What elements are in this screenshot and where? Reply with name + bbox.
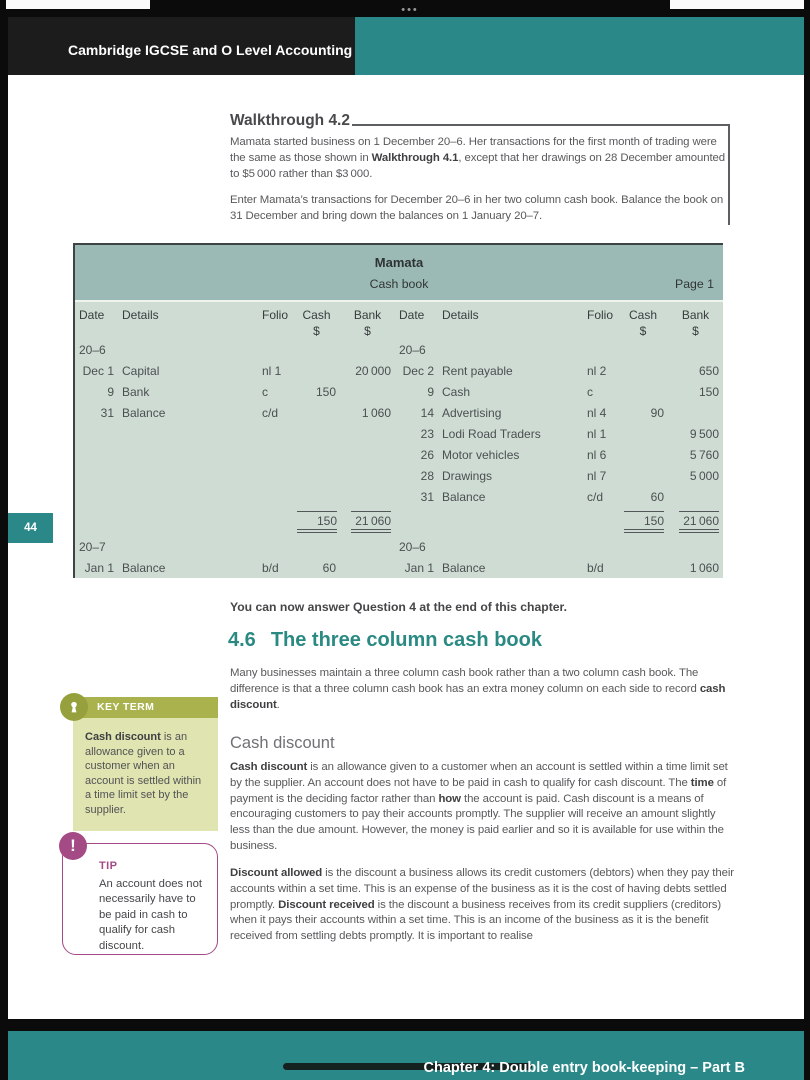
cash-book-cell xyxy=(583,537,618,557)
cash-book-cell xyxy=(118,444,258,465)
page-number-tab: 44 xyxy=(8,513,53,543)
cash-discount-paragraph-1: Cash discount is an allowance given to a customer when an account is settled within a time limit set by the supplier. An account does not have to be paid in cash to qualify for cash discount. The time of payment is the deciding factor rather than how the account is paid. Cash discount is a means of encouraging customers to pay their accounts promptly. The supplier will receive an amount slightly less than the due amount. However, the money is paid earlier and so it is available for use within the business. xyxy=(230,761,728,852)
toolbar-pill[interactable] xyxy=(150,0,670,17)
cash-book-cell xyxy=(118,507,258,537)
cash-book-cell xyxy=(438,537,583,557)
col-bank-right: Bank $ xyxy=(668,302,723,340)
header-accent-band xyxy=(355,17,804,75)
cash-book-cell: nl 4 xyxy=(587,405,607,420)
cash-book-cell xyxy=(340,340,395,360)
cash-book-cell: 21 060 xyxy=(668,507,723,537)
cash-book-grid xyxy=(75,302,723,578)
cash-book-row xyxy=(75,507,723,537)
cash-book-row xyxy=(75,402,723,423)
subsection-heading: Cash discount xyxy=(230,734,335,752)
cash-book-cell xyxy=(618,423,668,444)
key-term-label: KEY TERM xyxy=(73,697,218,718)
tip-text: An account does not necessarily have to be paid in cash to qualify for cash discount. xyxy=(99,878,203,952)
more-options-icon[interactable]: ••• xyxy=(401,4,419,16)
book-title: Cambridge IGCSE and O Level Accounting xyxy=(68,42,353,58)
currency-symbol: $ xyxy=(364,324,371,338)
cash-book-cell: 60 xyxy=(650,489,664,504)
cash-book-cell: 31 xyxy=(420,489,434,504)
cash-book-row xyxy=(75,340,723,360)
cash-book-cell: 1 060 xyxy=(689,560,719,575)
cash-book-cell xyxy=(293,402,340,423)
cash-book-cell xyxy=(340,557,395,578)
cash-book-row xyxy=(75,423,723,444)
cash-book-cell: nl 1 xyxy=(587,426,607,441)
cash-book-cell: nl 7 xyxy=(587,468,607,483)
key-icon xyxy=(60,693,88,721)
cash-book-cell xyxy=(118,465,258,486)
cash-book-cell xyxy=(258,465,293,486)
walkthrough-paragraph-1: Mamata started business on 1 December 20–6. Her transactions for the first month of trading were the same as those shown in Walkthrough 4.1, except that her drawings on 28 December amounted to $5 000 rather than $3 000. xyxy=(230,136,725,180)
cash-book-cell xyxy=(258,507,293,537)
cash-book-cell xyxy=(618,444,668,465)
cash-book-cell xyxy=(258,486,293,507)
cash-book-cell xyxy=(340,465,395,486)
cash-book-cell xyxy=(118,537,258,557)
cashbook-body xyxy=(75,340,723,578)
cash-book-cell: 20–6 xyxy=(399,540,426,554)
cash-book-cell: c xyxy=(587,384,593,399)
col-cash-right: Cash $ xyxy=(618,302,668,340)
footer-chapter-label: Chapter 4: Double entry book-keeping – Part B xyxy=(423,1060,745,1076)
question-note: You can now answer Question 4 at the end of this chapter. xyxy=(230,600,568,614)
book-header-banner xyxy=(8,17,355,75)
cash-book-cell xyxy=(258,340,293,360)
currency-symbol: $ xyxy=(313,324,320,338)
cash-book-cell xyxy=(618,537,668,557)
col-details-right: Details xyxy=(442,308,479,322)
cash-book-page-label: Page 1 xyxy=(675,277,714,291)
col-bank-left: Bank $ xyxy=(340,302,395,340)
cash-book-cell xyxy=(293,444,340,465)
cash-book-cell: 150 xyxy=(293,507,340,537)
cash-book-cell xyxy=(75,423,118,444)
cash-book-cell: nl 2 xyxy=(587,363,607,378)
cash-book-cell xyxy=(618,465,668,486)
key-term-text: Cash discount is an allowance given to a customer when an account is settled within a time limit set by the supplier. xyxy=(73,718,218,831)
tip-label: TIP xyxy=(99,860,118,872)
cash-book-cell xyxy=(75,465,118,486)
cash-book-row xyxy=(75,360,723,381)
cash-book-cell xyxy=(75,507,118,537)
cash-book-cell: Cash xyxy=(442,384,471,399)
cash-book-cell: 150 xyxy=(618,507,668,537)
cash-book-column-headers xyxy=(75,302,723,340)
cash-book-cell: Capital xyxy=(122,363,160,378)
cash-book-cell xyxy=(258,444,293,465)
cash-book-cell xyxy=(395,507,438,537)
cash-book-row xyxy=(75,381,723,402)
cash-book-cell xyxy=(668,486,723,507)
cash-book-cell xyxy=(118,340,258,360)
cash-book-cell xyxy=(618,340,668,360)
cash-book-cell: Dec 2 xyxy=(402,363,434,378)
col-details-left: Details xyxy=(122,308,159,322)
cash-book-cell: 21 060 xyxy=(340,507,395,537)
cash-book-table xyxy=(73,243,723,578)
col-folio-left: Folio xyxy=(262,308,289,322)
cash-book-row xyxy=(75,557,723,578)
cash-book-cell xyxy=(340,423,395,444)
cash-book-cell: Balance xyxy=(442,560,486,575)
cash-book-cell: 26 xyxy=(420,447,434,462)
currency-symbol: $ xyxy=(639,324,647,338)
cash-book-cell xyxy=(438,340,583,360)
cash-book-cell xyxy=(340,537,395,557)
section-intro-paragraph: Many businesses maintain a three column cash book rather than a two column cash book. The difference is that a three column cash book has an extra money column on each side to record cash discount. xyxy=(230,667,726,711)
cash-book-cell xyxy=(618,557,668,578)
cash-book-cell xyxy=(118,486,258,507)
cash-book-cell: 23 xyxy=(420,426,434,441)
section-number: 4.6 xyxy=(228,629,256,651)
cash-book-cell xyxy=(618,381,668,402)
cash-book-cell: 5 760 xyxy=(689,447,719,462)
cash-book-cell: 5 000 xyxy=(689,468,719,483)
walkthrough-title: Walkthrough 4.2 xyxy=(230,112,350,129)
cash-book-cell: 150 xyxy=(315,384,336,399)
cash-book-subtitle: Cash book xyxy=(369,277,429,291)
cash-book-cell xyxy=(293,537,340,557)
cash-book-cell: 28 xyxy=(420,468,434,483)
col-folio-right: Folio xyxy=(587,308,614,322)
cash-book-cell xyxy=(583,340,618,360)
cash-book-cell: 20–6 xyxy=(399,343,426,357)
cash-book-cell xyxy=(668,402,723,423)
cash-book-cell xyxy=(340,381,395,402)
col-date-right: Date xyxy=(399,308,425,322)
section-title: The three column cash book xyxy=(270,629,542,651)
cash-book-cell: Bank xyxy=(122,384,150,399)
cash-book-cell xyxy=(75,486,118,507)
cash-book-row xyxy=(75,486,723,507)
cash-book-cell: 31 xyxy=(100,405,114,420)
cash-book-cell: b/d xyxy=(262,560,279,575)
cash-book-cell: Dec 1 xyxy=(82,363,114,378)
cash-book-cell: 60 xyxy=(322,560,336,575)
cash-book-cell: 20 000 xyxy=(355,363,391,378)
cash-book-cell xyxy=(75,444,118,465)
cash-book-cell: Drawings xyxy=(442,468,493,483)
cash-book-cell: c/d xyxy=(262,405,279,420)
cash-book-cell: Lodi Road Traders xyxy=(442,426,541,441)
cash-book-cell xyxy=(438,507,583,537)
cash-book-cell: Rent payable xyxy=(442,363,513,378)
cash-book-cell: Balance xyxy=(122,560,166,575)
cash-book-cell: nl 1 xyxy=(262,363,282,378)
cash-book-cell xyxy=(293,340,340,360)
cash-book-cell xyxy=(258,537,293,557)
cash-book-cell: 14 xyxy=(420,405,434,420)
cash-book-cell: Motor vehicles xyxy=(442,447,520,462)
cash-book-cell: 9 xyxy=(427,384,434,399)
cash-book-row xyxy=(75,444,723,465)
cash-book-cell: Jan 1 xyxy=(404,560,434,575)
section-heading xyxy=(228,629,542,652)
cash-book-cell xyxy=(668,340,723,360)
cash-book-cell: 90 xyxy=(650,405,664,420)
cash-book-cell xyxy=(118,423,258,444)
cash-book-owner: Mamata xyxy=(374,255,424,270)
cash-book-cell xyxy=(668,537,723,557)
cash-book-row xyxy=(75,537,723,557)
cash-book-cell xyxy=(340,444,395,465)
cash-book-cell: 1 060 xyxy=(361,405,391,420)
exclamation-icon: ! xyxy=(59,832,87,860)
cash-book-cell: 150 xyxy=(698,384,719,399)
currency-symbol: $ xyxy=(692,324,699,338)
cash-book-cell: nl 6 xyxy=(587,447,607,462)
cash-book-header-band xyxy=(75,245,723,302)
cash-book-cell xyxy=(293,360,340,381)
cash-book-cell: 20–7 xyxy=(79,540,106,554)
cash-book-cell xyxy=(293,465,340,486)
cash-book-cell xyxy=(618,360,668,381)
cash-book-cell: c/d xyxy=(587,489,604,504)
cash-book-row xyxy=(75,465,723,486)
col-cash-left: Cash $ xyxy=(293,302,340,340)
cash-book-cell: c xyxy=(262,384,268,399)
cash-book-cell: Jan 1 xyxy=(84,560,114,575)
cash-book-cell: Balance xyxy=(442,489,486,504)
col-date-left: Date xyxy=(79,308,105,322)
walkthrough-rule-horizontal xyxy=(352,124,730,126)
cash-book-cell xyxy=(293,423,340,444)
cash-book-cell: 9 500 xyxy=(689,426,719,441)
cash-discount-paragraph-2: Discount allowed is the discount a business allows its credit customers (debtors) when they pay their accounts within a set time. This is an expense of the business as it is the cost of having debts settled promptly. Discount received is the discount a business receives from its credit suppliers (creditors) when it pays their accounts within a set time. This is an income of the business as it is the benefit received from settling debts promptly. It is important to realise xyxy=(230,867,734,943)
cash-book-cell xyxy=(293,486,340,507)
cash-book-cell: 650 xyxy=(698,363,719,378)
cash-book-cell: Advertising xyxy=(442,405,502,420)
cash-book-cell xyxy=(258,423,293,444)
cash-book-cell: 20–6 xyxy=(79,343,106,357)
cash-book-cell xyxy=(583,507,618,537)
cash-book-cell: Balance xyxy=(122,405,166,420)
cash-book-cell xyxy=(340,486,395,507)
tip-box xyxy=(62,836,218,955)
cash-book-cell: b/d xyxy=(587,560,604,575)
cash-book-cell: 9 xyxy=(107,384,114,399)
walkthrough-paragraph-2: Enter Mamata’s transactions for December 20–6 in her two column cash book. Balance the book on 31 December and bring down the balances on 1 January 20–7. xyxy=(230,194,724,222)
